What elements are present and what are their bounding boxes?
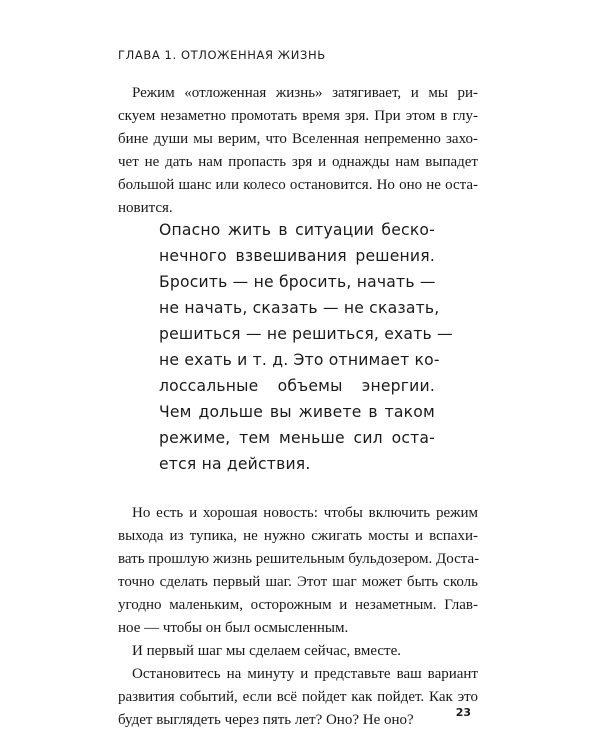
pull-quote-line: лоссальные объемы энергии. [159, 377, 435, 395]
paragraph-1-line: чет не дать нам пропасть зря и однажды нам выпадет [118, 154, 478, 170]
page-number: 23 [455, 706, 471, 719]
paragraph-2-line: точно сделать первый шаг. Этот шаг может быть сколь [118, 574, 478, 590]
pull-quote-line: не ехать и т. д. Это отнимает ко- [159, 351, 440, 369]
pull-quote-line: Бросить — не бросить, начать — [159, 273, 436, 291]
paragraph-2-line: угодно маленьким, осторожным и незаметным. Глав- [118, 597, 478, 613]
pull-quote-line: режиме, тем меньше сил оста- [159, 429, 435, 447]
paragraph-2-line: Но есть и хорошая новость: чтобы включить режим [132, 505, 478, 521]
paragraph-3: И первый шаг мы сделаем сейчас, вместе. [132, 643, 401, 659]
paragraph-1-line: большой шанс или колесо остановится. Но оно не оста- [118, 177, 478, 193]
pull-quote-line: Опасно жить в ситуации беско- [159, 221, 435, 239]
paragraph-4-line: развития событий, если всё пойдет как пойдет. Как это [118, 689, 478, 705]
running-head: ГЛАВА 1. ОТЛОЖЕННАЯ ЖИЗНЬ [118, 48, 326, 62]
paragraph-4-line: Остановитесь на минуту и представьте ваш вариант [132, 666, 478, 682]
paragraph-2-line: выхода из тупика, не нужно сжигать мосты и вспахи- [118, 528, 478, 544]
pull-quote-line: не начать, сказать — не сказать, [159, 299, 440, 317]
pull-quote-line: Чем дольше вы живете в таком [159, 403, 435, 421]
paragraph-1-line: Режим «отложенная жизнь» затягивает, и мы ри- [132, 85, 478, 101]
paragraph-2-line: ное — чтобы он был осмысленным. [118, 620, 349, 636]
paragraph-1-line: бине души мы верим, что Вселенная непременно захо- [118, 131, 478, 147]
pull-quote-line: ется на действия. [159, 455, 311, 473]
paragraph-1-line: новится. [118, 200, 173, 216]
paragraph-1-line: скуем незаметно промотать время зря. При этом в глу- [118, 108, 478, 124]
paragraph-4-line: будет выглядеть через пять лет? Оно? Не оно? [118, 712, 414, 728]
pull-quote-line: нечного взвешивания решения. [159, 247, 435, 265]
pull-quote-line: решиться — не решиться, ехать — [159, 325, 453, 343]
paragraph-2-line: вать прошлую жизнь решительным бульдозером. Доста- [118, 551, 480, 567]
